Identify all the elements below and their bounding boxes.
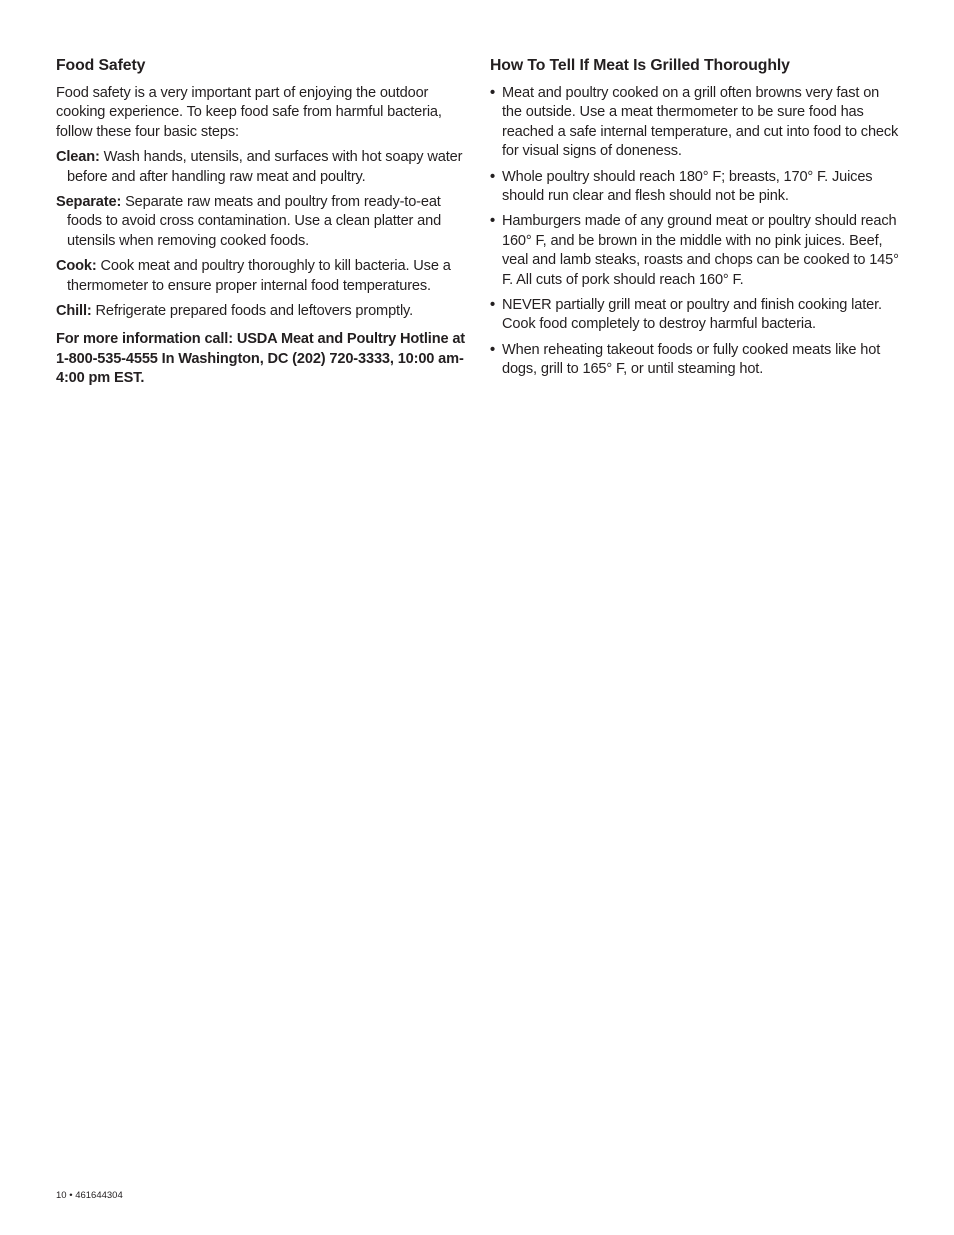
- list-item: [490, 212, 902, 290]
- food-safety-intro: Food safety is a very important part of enjoying the outdoor cooking experience. To keep food safe from harmful bacteria, follow these four basic steps:: [56, 85, 442, 140]
- step-text: Refrigerate prepared foods and leftovers promptly.: [91, 303, 413, 320]
- list-item-text: Whole poultry should reach 180° F; breasts, 170° F. Juices should run clear and flesh should not be pink.: [502, 168, 873, 205]
- footer-separator: •: [69, 1190, 73, 1201]
- step-text: Cook meat and poultry thoroughly to kill bacteria. Use a thermometer to ensure proper internal food temperatures.: [67, 258, 451, 294]
- page-number: 10: [56, 1190, 67, 1201]
- list-item-text: Hamburgers made of any ground meat or poultry should reach 160° F, and be brown in the middle with no pink juices. Beef, veal and lamb steaks, roasts and chops can be cooked to 145° F. All cuts of pork should reach 160° F.: [502, 213, 899, 288]
- list-item: [490, 168, 902, 207]
- doneness-bullet-list: [490, 84, 902, 380]
- food-safety-heading: Food Safety: [56, 57, 146, 74]
- step-text: Wash hands, utensils, and surfaces with hot soapy water before and after handling raw meat and poultry.: [67, 149, 463, 185]
- hotline-info: For more information call: USDA Meat and Poultry Hotline at 1-800-535-4555 In Washington, DC (202) 720-3333, 10:00 am-4:00 pm EST.: [56, 331, 466, 387]
- document-code: 461644304: [75, 1190, 123, 1201]
- step-label: Cook:: [56, 258, 97, 275]
- step-clean: [56, 148, 466, 187]
- step-label: Chill:: [56, 303, 92, 320]
- bullet-icon: •: [490, 213, 495, 230]
- step-label: Clean:: [56, 149, 100, 166]
- list-item: [490, 341, 902, 380]
- bullet-icon: •: [490, 85, 495, 101]
- grilling-doneness-heading: How To Tell If Meat Is Grilled Thoroughly: [490, 57, 790, 74]
- step-cook: [56, 257, 466, 296]
- list-item-text: Meat and poultry cooked on a grill often browns very fast on the outside. Use a meat thermometer to be sure food has reached a safe internal temperature, and cut into food to check for visual signs of doneness.: [502, 85, 899, 160]
- bullet-icon: •: [490, 168, 495, 185]
- list-item: [490, 84, 902, 162]
- food-safety-section: [56, 56, 466, 389]
- bullet-icon: •: [490, 341, 495, 358]
- step-separate: [56, 193, 466, 251]
- list-item-text: When reheating takeout foods or fully cooked meats like hot dogs, grill to 165° F, or until steaming hot.: [502, 341, 881, 378]
- step-chill: [56, 302, 466, 321]
- bullet-icon: •: [490, 297, 495, 314]
- page-footer: [56, 1190, 123, 1202]
- grilling-doneness-section: [490, 56, 902, 386]
- list-item: [490, 296, 902, 335]
- step-text: Separate raw meats and poultry from ready-to-eat foods to avoid cross contamination. Use a clean platter and utensils when removing cooked foods.: [67, 194, 442, 249]
- step-label: Separate:: [56, 194, 122, 211]
- list-item-text: NEVER partially grill meat or poultry and finish cooking later. Cook food completely to destroy harmful bacteria.: [502, 297, 882, 333]
